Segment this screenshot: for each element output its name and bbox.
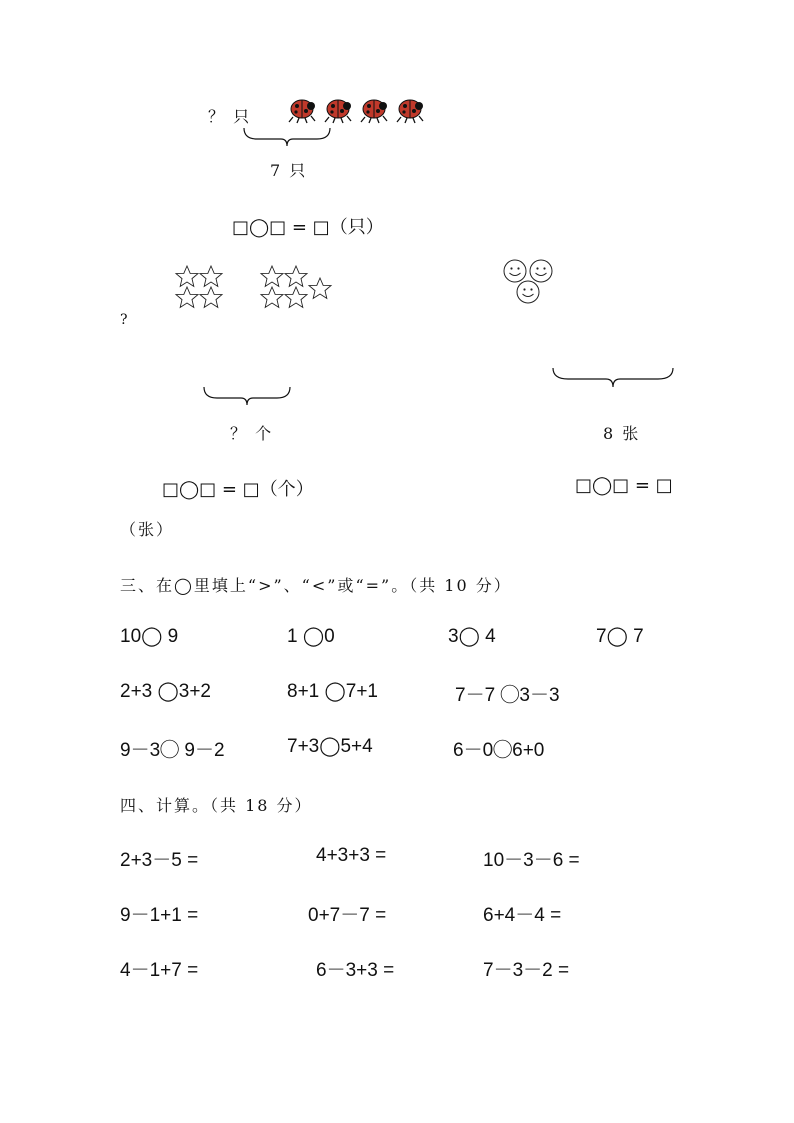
compare-item: 8+1 ◯7+1 <box>287 681 379 702</box>
compare-item: 3◯ 4 <box>448 626 496 647</box>
stars-total-label: ？ 个 <box>230 424 274 443</box>
compare-item: 7◯ 7 <box>596 626 644 647</box>
compare-item: 9－3◯ 9－2 <box>120 740 225 761</box>
ladybug-total-label: 7 只 <box>270 161 308 180</box>
calc-item: 4－1+7 = <box>120 960 199 981</box>
faces-total-label: 8 张 <box>603 424 641 443</box>
ladybug-equation: □◯□ = □（只） <box>232 217 384 238</box>
ladybug-icon <box>395 97 425 123</box>
star-icon <box>176 266 198 286</box>
section3-heading: 三、在◯里填上“>”、“<”或“=”。（共 10 分） <box>120 576 512 595</box>
stars-brace <box>203 386 291 406</box>
faces-unit-label: （张） <box>120 520 175 539</box>
faces-equation: □◯□ = □ <box>575 475 673 496</box>
star-icon <box>285 287 307 307</box>
calc-item: 10－3－6 = <box>483 850 580 871</box>
smiley-face-icon <box>504 260 526 282</box>
smiley-group <box>502 259 558 305</box>
stars-group <box>172 264 332 312</box>
ladybug-brace <box>243 127 331 147</box>
compare-item: 7－7 ◯3－3 <box>455 685 560 706</box>
ladybug-icon <box>323 97 353 123</box>
compare-item: 10◯ 9 <box>120 626 179 647</box>
compare-item: 6－0◯6+0 <box>453 740 545 761</box>
star-icon <box>200 266 222 286</box>
calc-item: 0+7－7 = <box>308 905 387 926</box>
star-icon <box>261 287 283 307</box>
star-icon <box>200 287 222 307</box>
compare-item: 1 ◯0 <box>287 626 335 647</box>
calc-item: 4+3+3 = <box>316 845 387 866</box>
smiley-face-icon <box>530 260 552 282</box>
faces-brace <box>552 367 674 389</box>
star-icon <box>261 266 283 286</box>
ladybug-icon <box>359 97 389 123</box>
star-icon <box>285 266 307 286</box>
calc-item: 9－1+1 = <box>120 905 199 926</box>
ladybug-question-label: ？ 只 <box>208 107 252 126</box>
ladybug-icon <box>287 97 317 123</box>
smiley-face-icon <box>517 281 539 303</box>
stars-equation: □◯□ = □（个） <box>162 479 314 500</box>
compare-item: 7+3◯5+4 <box>287 736 373 757</box>
compare-item: 2+3 ◯3+2 <box>120 681 212 702</box>
calc-item: 6+4－4 = <box>483 905 562 926</box>
calc-item: 7－3－2 = <box>483 960 570 981</box>
calc-item: 6－3+3 = <box>316 960 395 981</box>
star-icon <box>309 278 331 298</box>
stars-question-mark: ? <box>120 312 130 328</box>
star-icon <box>176 287 198 307</box>
section4-heading: 四、计算。（共 18 分） <box>120 796 313 815</box>
calc-item: 2+3－5 = <box>120 850 199 871</box>
